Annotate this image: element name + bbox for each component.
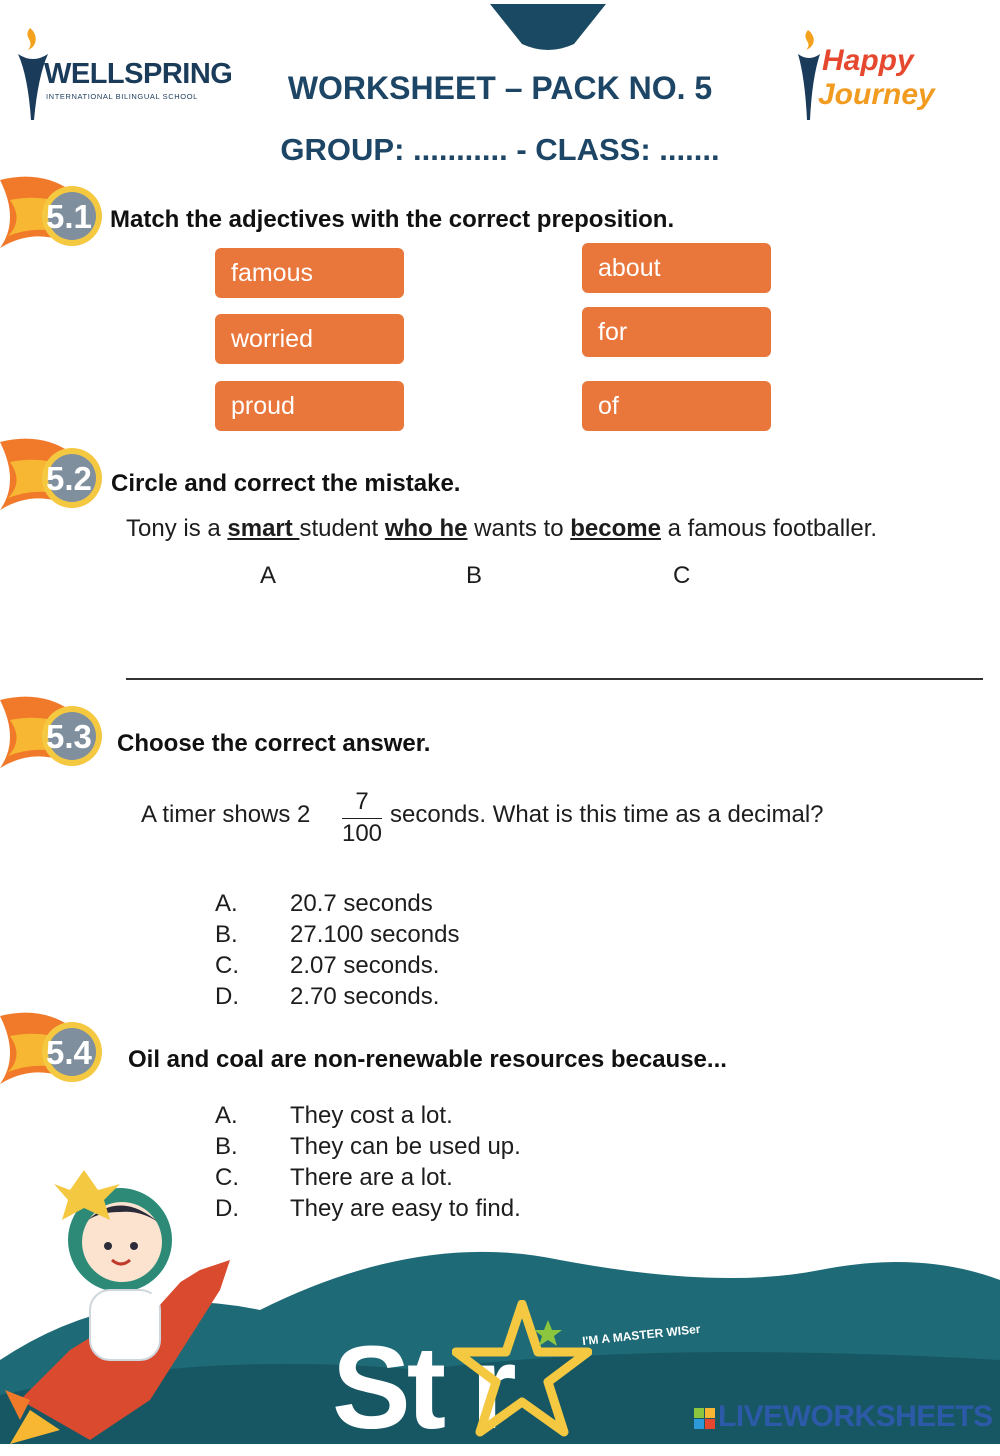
astronaut-rocket-illustration [0, 1150, 260, 1444]
sentence-part: a famous footballer. [660, 515, 878, 542]
option-a[interactable] [215, 1102, 453, 1130]
section-badge-5-4 [0, 1006, 110, 1096]
adjective-box-famous[interactable]: famous [215, 248, 404, 298]
answer-line[interactable] [126, 678, 983, 680]
liveworksheets-icon [694, 1408, 716, 1430]
worksheet-title: WORKSHEET – PACK NO. 5 [287, 70, 713, 106]
master-wiser-tagline: I'M A MASTER WISer [581, 1321, 702, 1349]
underlined-word-b[interactable]: who he [384, 515, 468, 542]
section-number: 5.1 [46, 198, 92, 235]
label-b: B [466, 562, 483, 589]
star-icon [452, 1300, 592, 1440]
option-text: They cost a lot. [290, 1102, 453, 1129]
option-text: There are a lot. [290, 1164, 453, 1191]
section-number: 5.3 [46, 718, 92, 755]
option-a[interactable] [215, 890, 433, 918]
option-text: 27.100 seconds [290, 921, 460, 948]
section-badge-5-1 [0, 170, 110, 260]
adjective-box-proud[interactable]: proud [215, 381, 404, 431]
top-tab-decoration [490, 0, 606, 50]
brand-word-journey: Journey [818, 78, 935, 111]
option-letter: D. [215, 983, 239, 1010]
section-title-5-3: Choose the correct answer. [117, 730, 431, 757]
option-b[interactable] [215, 921, 459, 949]
underlined-word-c[interactable]: become [570, 515, 661, 542]
option-b[interactable] [215, 1133, 521, 1161]
preposition-box-about[interactable]: about [582, 243, 771, 293]
sentence-part: student [299, 515, 385, 542]
option-letter: A. [215, 890, 238, 917]
section-badge-5-3 [0, 690, 110, 780]
section-number: 5.2 [46, 460, 92, 497]
fraction-numerator: 7 [355, 788, 369, 815]
option-text: 2.70 seconds. [290, 983, 440, 1010]
mistake-sentence [126, 515, 877, 543]
option-d[interactable] [215, 983, 439, 1011]
option-text: 2.07 seconds. [290, 952, 440, 979]
section-badge-5-2 [0, 432, 110, 522]
option-text: They can be used up. [290, 1133, 521, 1160]
sentence-part: wants to [467, 515, 571, 542]
school-name: WELLSPRING [44, 58, 233, 90]
preposition-box-for[interactable]: for [582, 307, 771, 357]
section-title-5-4: Oil and coal are non-renewable resources because... [128, 1046, 727, 1073]
liveworksheets-watermark: LIVEWORKSHEETS [718, 1400, 993, 1433]
option-c[interactable] [215, 952, 439, 980]
sentence-part: Tony is a [126, 515, 228, 542]
label-a: A [260, 562, 277, 589]
option-letter: C. [215, 1164, 239, 1191]
option-text: They are easy to find. [290, 1195, 521, 1222]
question-text-end: seconds. What is this time as a decimal? [390, 801, 824, 828]
underlined-word-a[interactable]: smart [227, 515, 300, 542]
option-d[interactable] [215, 1195, 521, 1223]
school-subtitle: INTERNATIONAL BILINGUAL SCHOOL [46, 92, 198, 101]
option-text: 20.7 seconds [290, 890, 433, 917]
question-text-start: A timer shows 2 [141, 801, 311, 828]
adjective-box-worried[interactable]: worried [215, 314, 404, 364]
option-letter: B. [215, 921, 238, 948]
star-wordmark: St r [332, 1322, 513, 1454]
option-letter: A. [215, 1102, 238, 1129]
label-c: C [673, 562, 691, 589]
section-number: 5.4 [46, 1034, 92, 1071]
brand-word-happy: Happy [822, 44, 914, 77]
fraction-bar [342, 818, 382, 819]
option-letter: D. [215, 1195, 239, 1222]
option-letter: B. [215, 1133, 238, 1160]
preposition-box-of[interactable]: of [582, 381, 771, 431]
fraction-denominator: 100 [341, 820, 383, 847]
option-letter: C. [215, 952, 239, 979]
group-class-line: GROUP: ........... - CLASS: ....... [280, 132, 720, 167]
section-title-5-2: Circle and correct the mistake. [111, 470, 461, 497]
section-title-5-1: Match the adjectives with the correct preposition. [110, 206, 675, 233]
